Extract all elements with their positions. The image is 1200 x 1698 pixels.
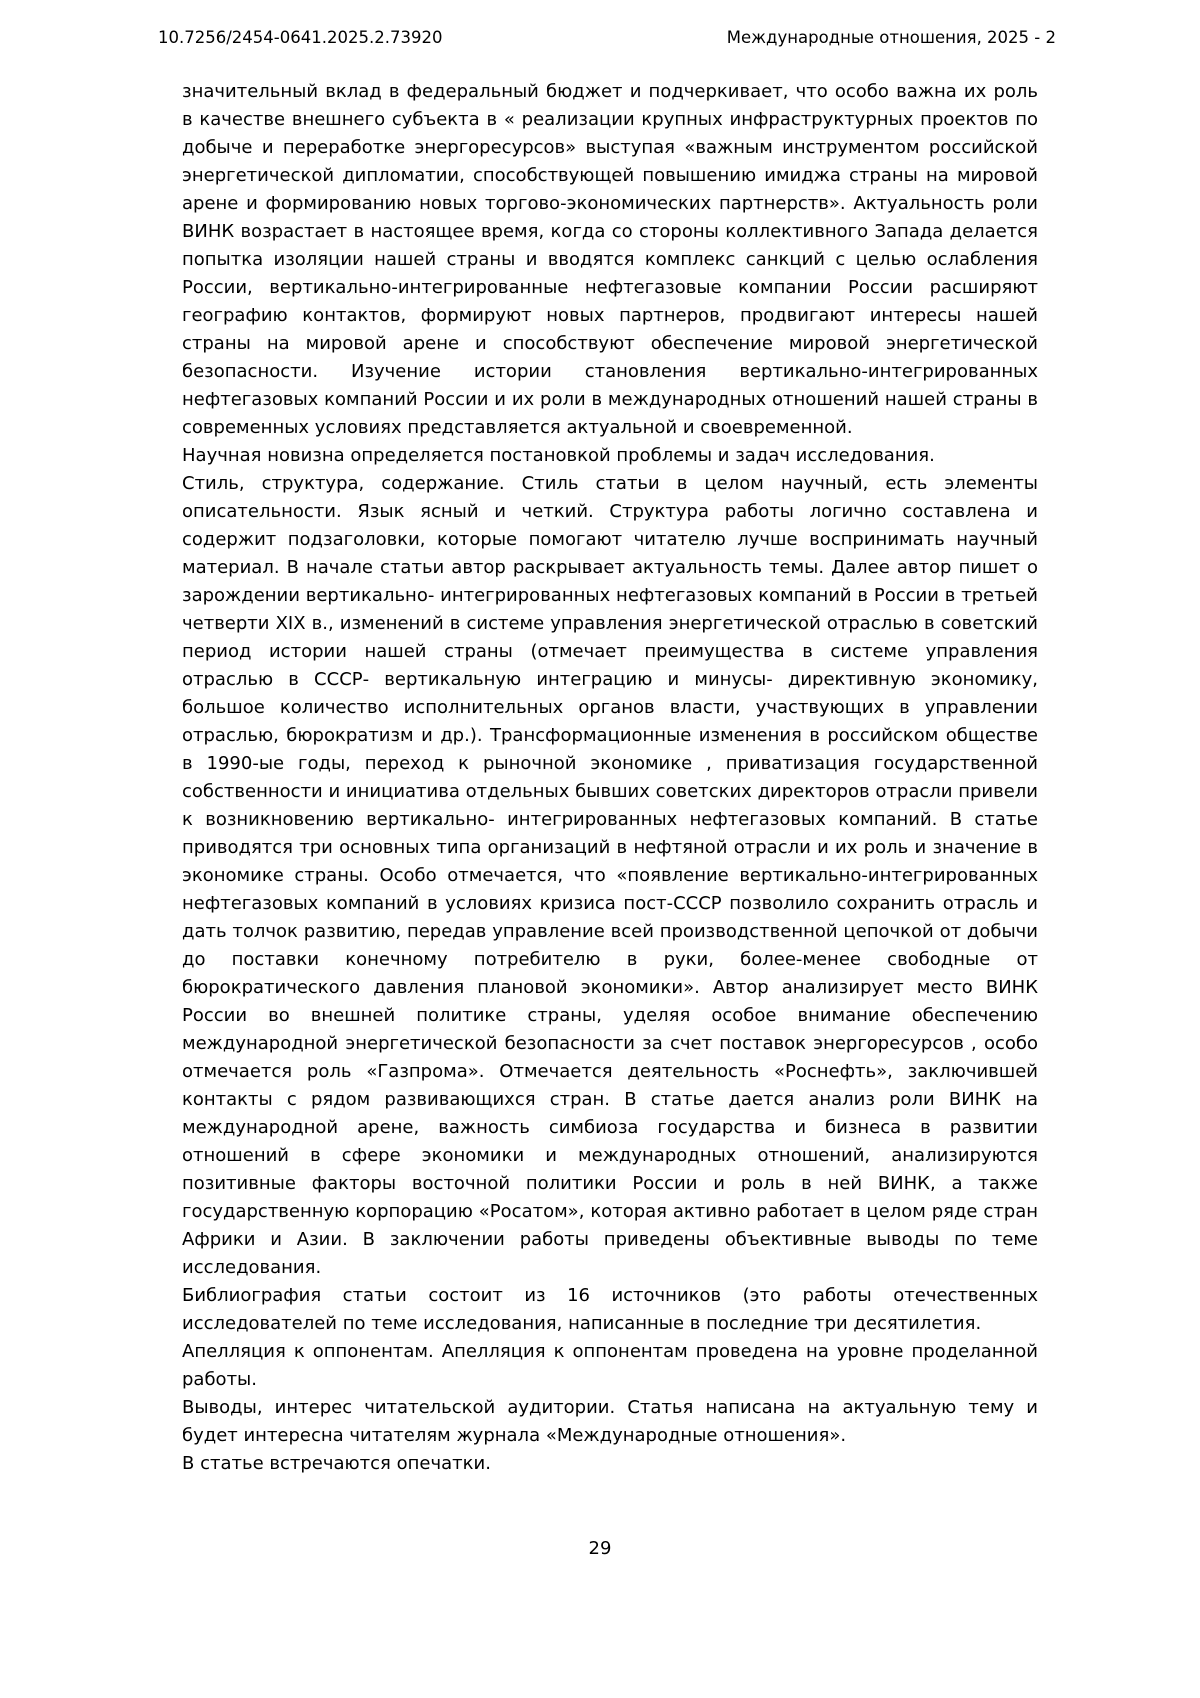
document-body bbox=[182, 78, 1038, 1478]
paragraph: Апелляция к оппонентам. Апелляция к оппонентам проведена на уровне проделанной работы. bbox=[182, 1341, 1038, 1390]
paragraph: Выводы, интерес читательской аудитории. Статья написана на актуальную тему и будет интересна читателям журнала «Международные отношения». bbox=[182, 1397, 1038, 1446]
paragraph: В статье встречаются опечатки. bbox=[182, 1453, 491, 1474]
paragraph: Научная новизна определяется постановкой проблемы и задач исследования. bbox=[182, 445, 935, 466]
doi-text: 10.7256/2454-0641.2025.2.73920 bbox=[158, 28, 443, 47]
paragraph: Стиль, структура, содержание. Стиль статьи в целом научный, есть элементы описательности. Язык ясный и четкий. Структура работы логично составлена и содержит подзаголовки, которые помогают читателю лучше воспринимать научный материал. В начале статьи автор раскрывает актуальность темы. Далее автор пишет о зарождении вертикально- интегрированных нефтегазовых компаний в России в третьей четверти XIX в., изменений в системе управления энергетической отраслью в советский период истории нашей страны (отмечает преимущества в системе управления отраслью в СССР- вертикальную интеграцию и минусы- директивную экономику, большое количество исполнительных органов власти, участвующих в управлении отраслью, бюрократизм и др.). Трансформационные изменения в российском обществе в 1990-ые годы, переход к рыночной экономике , приватизация государственной собственности и инициатива отдельных бывших советских директоров отрасли привели к возникновению вертикально- интегрированных нефтегазовых компаний. В статье приводятся три основных типа организаций в нефтяной отрасли и их роль и значение в экономике страны. Особо отмечается, что «появление вертикально-интегрированных нефтегазовых компаний в условиях кризиса пост-СССР позволило сохранить отрасль и дать толчок развитию, передав управление всей производственной цепочкой от добычи до поставки конечному потребителю в руки, более-менее свободные от бюрократического давления плановой экономики». Автор анализирует место ВИНК России во внешней политике страны, уделяя особое внимание обеспечению международной энергетической безопасности за счет поставок энергоресурсов , особо отмечается роль «Газпрома». Отмечается деятельность «Роснефть», заключившей контакты с рядом развивающихся стран. В статье дается анализ роли ВИНК на международной арене, важность симбиоза государства и бизнеса в развитии отношений в сфере экономики и международных отношений, анализируются позитивные факторы восточной политики России и роль в ней ВИНК, а также государственную корпорацию «Росатом», которая активно работает в целом ряде стран Африки и Азии. В заключении работы приведены объективные выводы по теме исследования. bbox=[182, 473, 1038, 1278]
page-number: 29 bbox=[588, 1538, 612, 1559]
paragraph: Библиография статьи состоит из 16 источников (это работы отечественных исследователей по теме исследования, написанные в последние три десятилетия. bbox=[182, 1285, 1038, 1334]
journal-title: Международные отношения, 2025 - 2 bbox=[726, 28, 1056, 47]
page-header bbox=[158, 28, 1056, 47]
paragraph: значительный вклад в федеральный бюджет и подчеркивает, что особо важна их роль в качестве внешнего субъекта в « реализации крупных инфраструктурных проектов по добыче и переработке энергоресурсов» выступая «важным инструментом российской энергетической дипломатии, способствующей повышению имиджа страны на мировой арене и формированию новых торгово-экономических партнерств». Актуальность роли ВИНК возрастает в настоящее время, когда со стороны коллективного Запада делается попытка изоляции нашей страны и вводятся комплекс санкций с целью ослабления России, вертикально-интегрированные нефтегазовые компании России расширяют географию контактов, формируют новых партнеров, продвигают интересы нашей страны на мировой арене и способствуют обеспечение мировой энергетической безопасности. Изучение истории становления вертикально-интегрированных нефтегазовых компаний России и их роли в международных отношений нашей страны в современных условиях представляется актуальной и своевременной. bbox=[182, 81, 1038, 438]
